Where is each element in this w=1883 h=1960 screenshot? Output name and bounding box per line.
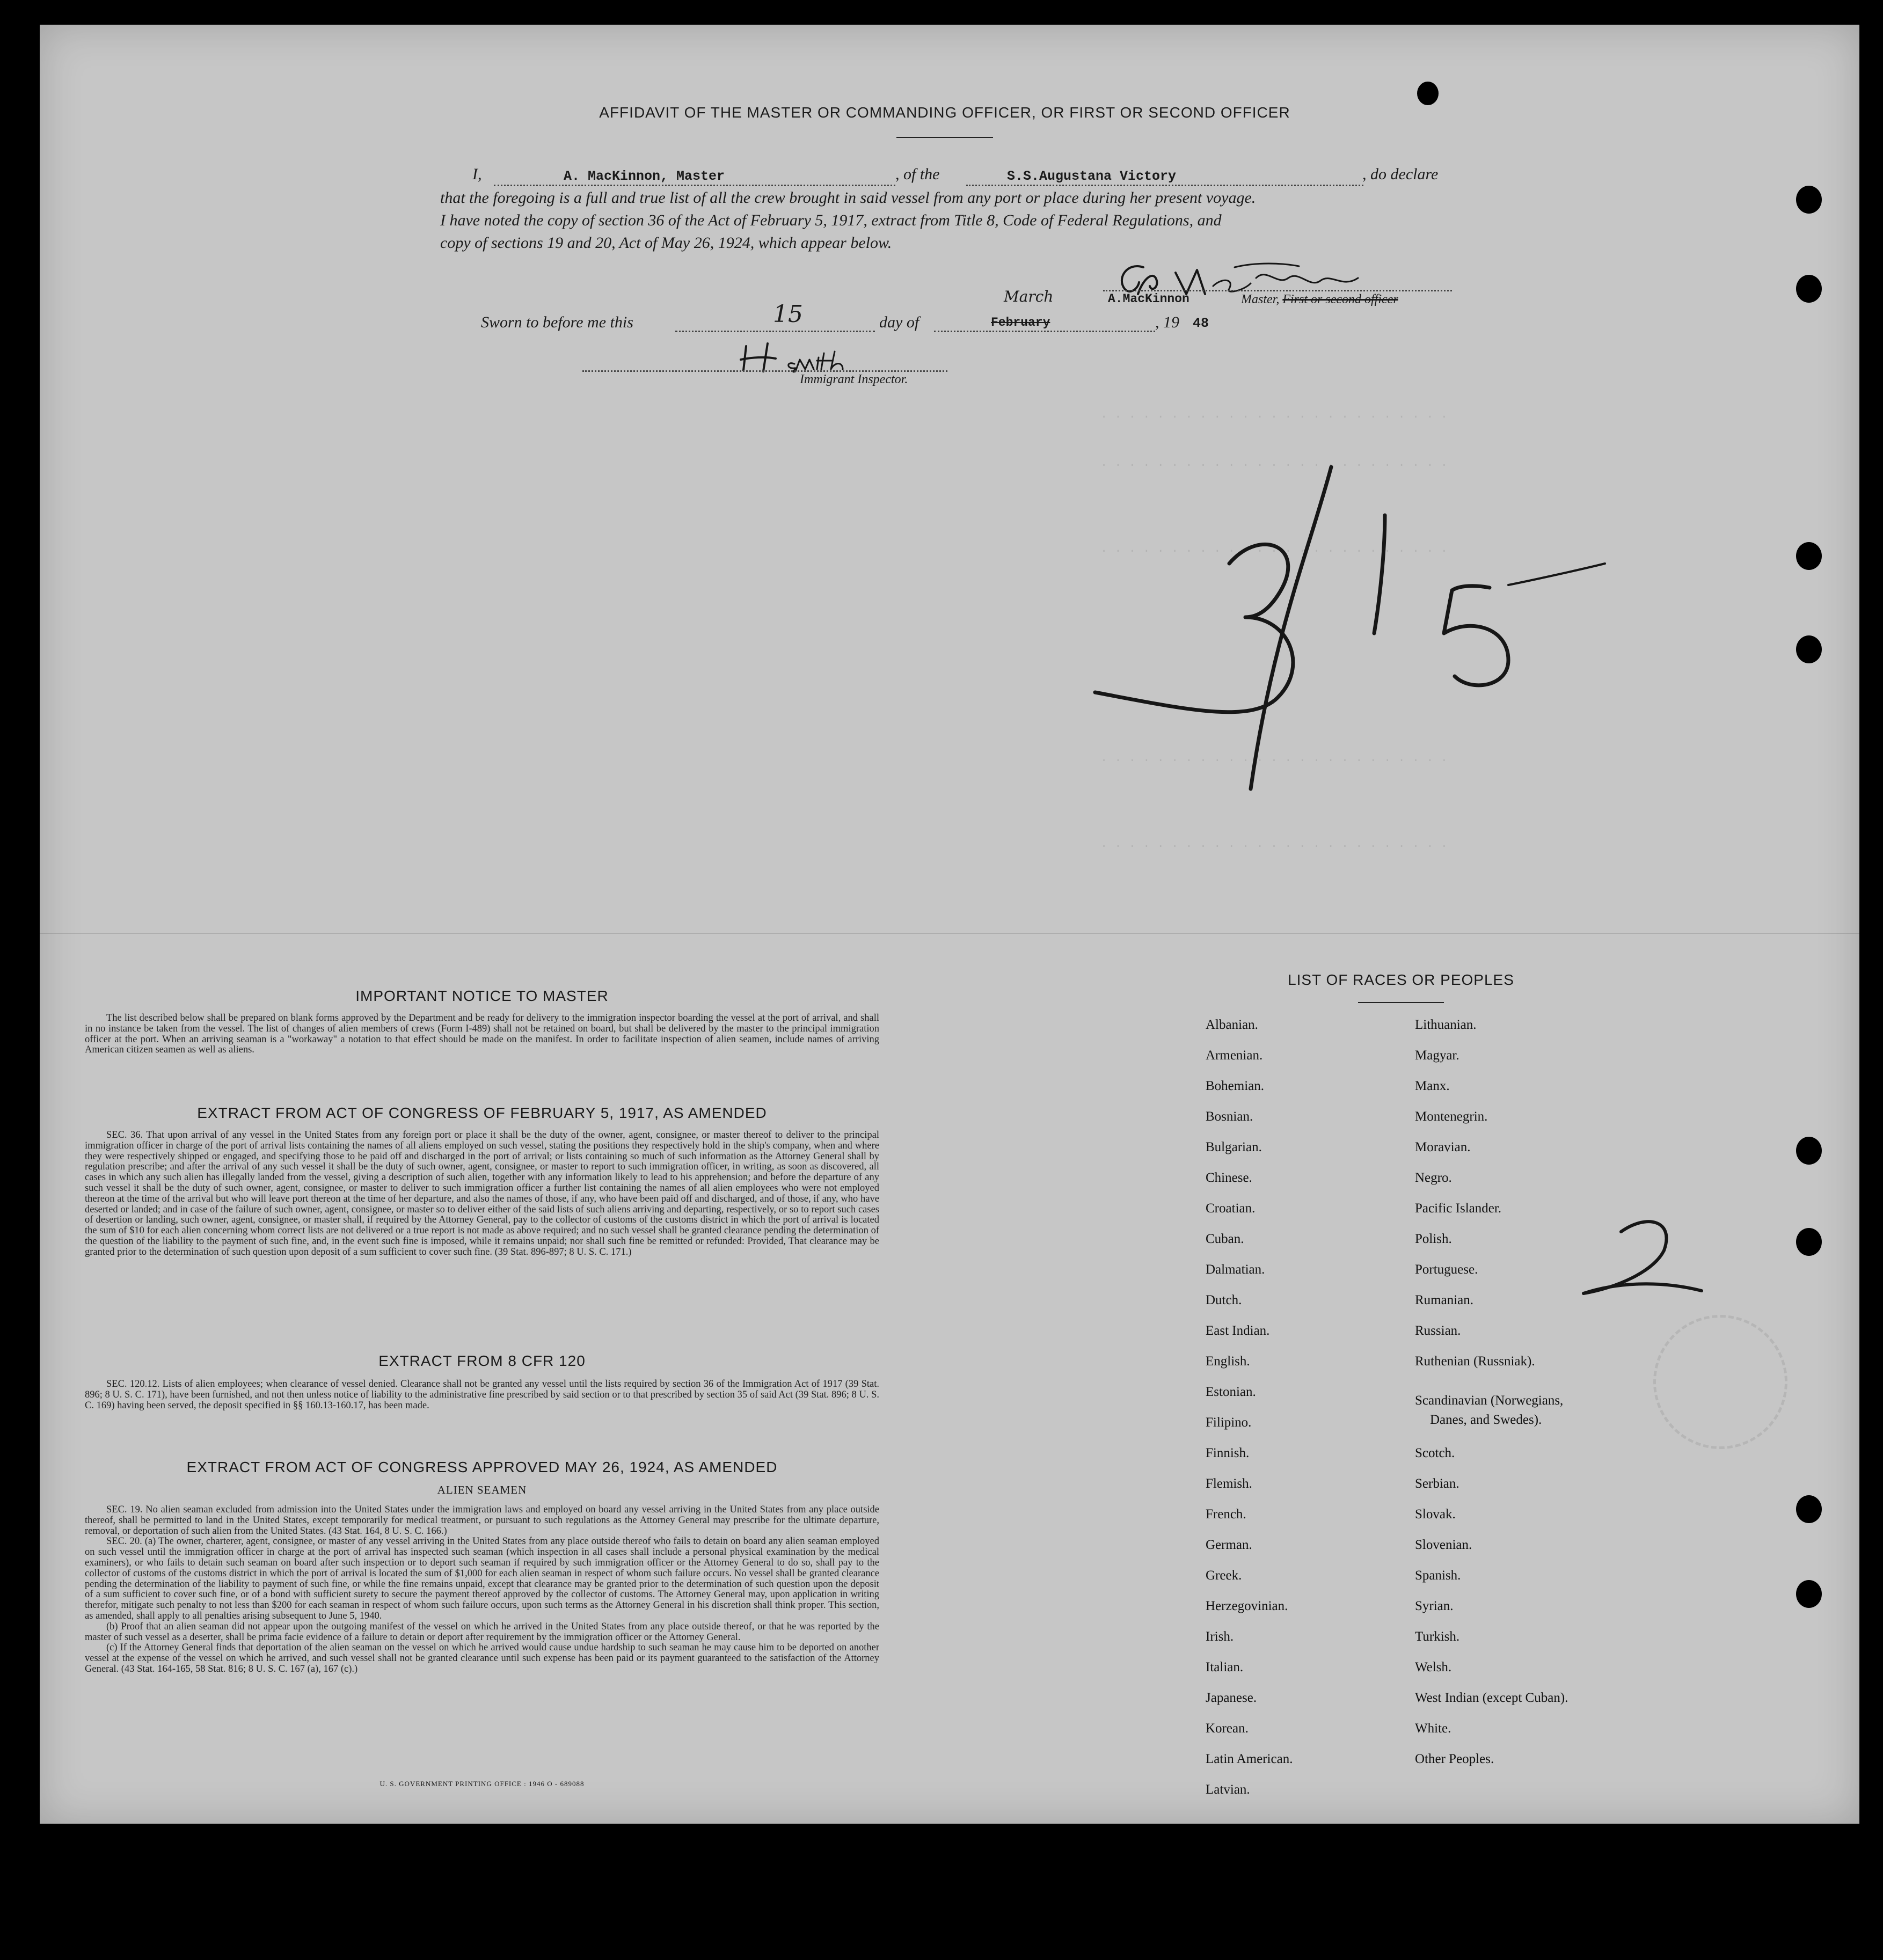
race-item: French.: [1206, 1507, 1246, 1522]
race-item: Syrian.: [1415, 1599, 1454, 1613]
officer-name-line: [494, 185, 895, 186]
race-item: Latvian.: [1206, 1782, 1250, 1797]
handwritten-page-number: [1567, 1208, 1707, 1315]
punch-hole: [1796, 1495, 1822, 1523]
race-item: Danes, and Swedes).: [1430, 1413, 1542, 1427]
sworn-year: 48: [1193, 316, 1209, 331]
race-item: Bulgarian.: [1206, 1140, 1262, 1154]
race-item: East Indian.: [1206, 1323, 1270, 1338]
signature-title: [1241, 292, 1398, 307]
punch-hole: [1796, 1137, 1822, 1165]
punch-hole: [1796, 1228, 1822, 1256]
signature-title-struck: First or second officer: [1282, 292, 1398, 306]
sworn-prefix: Sworn to before me this: [481, 313, 633, 331]
affidavit-body-line-4: copy of sections 19 and 20, Act of May 26, 1924, which appear below.: [440, 234, 892, 252]
race-item: Herzegovinian.: [1206, 1599, 1288, 1613]
race-item: German.: [1206, 1538, 1252, 1552]
race-item: Latin American.: [1206, 1752, 1293, 1766]
extract-1924-subtitle: ALIEN SEAMEN: [437, 1483, 527, 1496]
race-item: Spanish.: [1415, 1568, 1461, 1583]
race-item: Magyar.: [1415, 1048, 1459, 1063]
punch-hole: [1796, 275, 1822, 303]
extract-1917-paragraph: SEC. 36. That upon arrival of any vessel in the United States from any foreign port or place it shall be the duty of the owner, agent, consignee, or master thereof to deliver to the principal immigration officer in charge of the port of arrival lists containing the names of all aliens employed on such vessel, stating the positions they respectively hold in the ship's company, when and where they were respectively shipped or engaged, and specifying those to be paid off and discharged in the port of arrival; or lists containing so much of such information as the Attorney General shall by regulation prescribe; and after the arrival of any such vessel it shall be the duty of such owner, agent, consignee, or master to report to such immigration officer, in writing, as soon as discovered, all cases in which any such alien has illegally landed from the vessel, giving a description of such alien, together with any information likely to lead to his apprehension; and before the departure of any such vessel it shall be the duty of such owner, agent, consignee, or master to deliver to such immigration officer a further list containing the names of all alien employees who were not employed thereon at the time of the arrival but who will leave port thereon at the time of her departure, and also the names of those, if any, who have been paid off and discharged, and of those, if any, who have deserted or landed; and in case of the failure of such owner, agent, consignee, or master so to deliver either of the said lists of such aliens arriving and departing, respectively, or so to report such cases of desertion or landing, such owner, agent, consignee, or master shall, if required by the Attorney General, pay to the collector of customs of the customs district in which the port of arrival is located the sum of $10 for each alien concerning whom correct lists are not delivered or a true report is not made as above required; and no such vessel shall be granted clearance pending the determination of the question of the liability to the payment of such fine, and, in the event such fine is imposed, while it remains unpaid; nor shall such fine be remitted or refunded: Provided, That clearance may be granted prior to the determination of such question upon deposit of a sum sufficient to cover such fine. (39 Stat. 896-897; 8 U. S. C. 171.): [85, 1130, 879, 1257]
race-item: Scandinavian (Norwegians,: [1415, 1393, 1564, 1408]
affidavit-title: AFFIDAVIT OF THE MASTER OR COMMANDING OFFICER, OR FIRST OR SECOND OFFICER: [599, 104, 1290, 121]
printing-office-line: U. S. GOVERNMENT PRINTING OFFICE : 1946 O - 689088: [379, 1780, 585, 1788]
race-item: Cuban.: [1206, 1232, 1244, 1246]
race-item: Manx.: [1415, 1079, 1450, 1093]
race-item: Slovenian.: [1415, 1538, 1472, 1552]
faded-stamp: [1653, 1315, 1787, 1449]
race-item: Moravian.: [1415, 1140, 1471, 1154]
race-item: Welsh.: [1415, 1660, 1452, 1674]
race-item: Estonian.: [1206, 1385, 1256, 1399]
race-item: Lithuanian.: [1415, 1018, 1477, 1032]
master-typed-name: A.MacKinnon: [1108, 292, 1189, 306]
race-item: Chinese.: [1206, 1171, 1252, 1185]
affidavit-line-1-suffix: , do declare: [1362, 165, 1439, 183]
race-item: Greek.: [1206, 1568, 1242, 1583]
punch-hole: [1796, 542, 1822, 570]
notice-text: [85, 1013, 879, 1056]
races-title: LIST OF RACES OR PEOPLES: [1288, 971, 1514, 988]
race-item: White.: [1415, 1721, 1451, 1736]
race-item: Irish.: [1206, 1629, 1234, 1644]
race-item: Rumanian.: [1415, 1293, 1474, 1307]
sworn-day: 15: [773, 301, 803, 328]
officer-name-field: A. MacKinnon, Master: [564, 169, 725, 184]
sworn-year-prefix: , 19: [1155, 313, 1179, 331]
race-item: Finnish.: [1206, 1446, 1250, 1460]
handwritten-date-annotation: [1084, 456, 1616, 800]
sworn-month-handwritten: March: [1004, 288, 1054, 305]
affidavit-body-line-2: that the foregoing is a full and true list of all the crew brought in said vessel from any port or place during her present voyage.: [440, 189, 1256, 207]
punch-hole: [1796, 1580, 1822, 1608]
sworn-day-label: day of: [879, 313, 919, 331]
affidavit-line-1-prefix: I,: [472, 165, 482, 183]
race-item: Armenian.: [1206, 1048, 1263, 1063]
race-item: Flemish.: [1206, 1476, 1252, 1491]
race-item: Ruthenian (Russniak).: [1415, 1354, 1535, 1369]
race-item: Portuguese.: [1415, 1262, 1478, 1277]
affidavit-body-line-3: I have noted the copy of section 36 of the Act of February 5, 1917, extract from Title 8, Code of Federal Regulations, and: [440, 211, 1222, 229]
race-item: Korean.: [1206, 1721, 1249, 1736]
race-item: Turkish.: [1415, 1629, 1460, 1644]
extract-1917-title: EXTRACT FROM ACT OF CONGRESS OF FEBRUARY 5, 1917, AS AMENDED: [197, 1105, 767, 1121]
extract-1924-text: [85, 1505, 879, 1675]
race-item: Slovak.: [1415, 1507, 1456, 1522]
race-item: Japanese.: [1206, 1691, 1257, 1705]
race-item: English.: [1206, 1354, 1250, 1369]
punch-hole: [1796, 186, 1822, 214]
inspector-label: Immigrant Inspector.: [800, 372, 908, 386]
extract-cfr-text: [85, 1379, 879, 1411]
sworn-month-typed: February: [991, 316, 1050, 330]
race-item: Dutch.: [1206, 1293, 1242, 1307]
race-item: Albanian.: [1206, 1018, 1258, 1032]
race-item: Other Peoples.: [1415, 1752, 1494, 1766]
race-item: West Indian (except Cuban).: [1415, 1691, 1568, 1705]
race-item: Russian.: [1415, 1323, 1461, 1338]
race-item: Dalmatian.: [1206, 1262, 1265, 1277]
race-item: Scotch.: [1415, 1446, 1455, 1460]
extract-1924-paragraph: SEC. 19. No alien seaman excluded from admission into the United States under the immigration laws and employed on board any vessel arriving in the United States from any place outside thereof, shall be permitted to land in the United States, except temporarily for medical treatment, or pursuant to such regulations as the Attorney General may prescribe for the ultimate departure, removal, or deportation of such alien from the United States. (43 Stat. 164, 8 U. S. C. 166.): [85, 1504, 879, 1537]
race-item: Polish.: [1415, 1232, 1452, 1246]
inspector-signature-line: [582, 370, 947, 372]
extract-1917-text: [85, 1130, 879, 1258]
affidavit-line-1-mid: , of the: [895, 165, 940, 183]
left-edge-fold: [40, 933, 1859, 934]
extract-cfr-paragraph: SEC. 120.12. Lists of alien employees; when clearance of vessel denied. Clearance shall not be granted any vessel until the lists required by section 36 of the Immigration Act of 1917 (39 Stat. 896; 8 U. S. C. 171), have been furnished, and not then unless notice of liability to the administrative fine prescribed by said section or to that prescribed by section 35 of said Act (39 Stat. 896; 8 U. S. C. 169) having been served, the deposit specified in §§ 160.13-160.17, has been made.: [85, 1379, 879, 1411]
extract-1924-paragraph: (b) Proof that an alien seaman did not appear upon the outgoing manifest of the vessel on which he arrived in the United States from any place outside thereof, or that he was reported by the master of such vessel as a deserter, shall be prima facie evidence of a failure to detain or deport after requirement by the immigration officer or the Attorney General.: [85, 1621, 879, 1643]
signature-title-master: Master,: [1241, 292, 1283, 306]
punch-hole: [1417, 82, 1439, 105]
notice-paragraph: The list described below shall be prepared on blank forms approved by the Department and be ready for delivery to the immigration inspector boarding the vessel at the port of arrival, and shall in no instance be taken from the vessel. The list of changes of alien members of crews (Form I-489) shall not be retained on board, but shall be delivered by the master to the principal immigration officer at the port. When an arriving seaman is a "workaway" a notation to that effect should be made on the manifest. In order to facilitate inspection of alien seamen, include names of arriving American citizen seamen as well as aliens.: [85, 1013, 879, 1056]
race-item: Bosnian.: [1206, 1109, 1253, 1124]
punch-hole: [1796, 635, 1822, 663]
race-item: Montenegrin.: [1415, 1109, 1488, 1124]
vessel-name-field: S.S.Augustana Victory: [1007, 169, 1177, 184]
extract-cfr-title: EXTRACT FROM 8 CFR 120: [378, 1352, 586, 1369]
vessel-name-line: [966, 185, 1363, 186]
extract-1924-title: EXTRACT FROM ACT OF CONGRESS APPROVED MAY 26, 1924, AS AMENDED: [186, 1459, 778, 1475]
race-item: Italian.: [1206, 1660, 1244, 1674]
extract-1924-paragraph: (c) If the Attorney General finds that deportation of the alien seaman on the vessel on which he arrived would cause undue hardship to such seaman he may cause him to be deported on another vessel at the expense of the vessel on which he arrived, and such vessel shall not be granted clearance until such expense has been paid or its payment guaranteed to the satisfaction of the Attorney General. (43 Stat. 164-165, 58 Stat. 816; 8 U. S. C. 167 (a), 167 (c).): [85, 1642, 879, 1674]
sworn-day-line: [675, 331, 875, 332]
extract-1924-paragraph: SEC. 20. (a) The owner, charterer, agent, consignee, or master of any vessel arriving in the United States from any place outside thereof who fails to detain on board any alien seaman employed on such vessel until the immigration officer in charge at the port of arrival has inspected such seaman (which inspection in all cases shall include a personal physical examination by the medical examiners), or who fails to detain such seaman on board after such inspection or to deport such seaman if required by such immigration officer or the Attorney General to do so, shall pay to the collector of customs of the customs district in which the port of arrival is located the sum of $1,000 for each alien seaman in respect of whom such failure occurs. No vessel shall be granted clearance pending the determination of the liability to payment of such fine, or while the fine remains unpaid, except that clearance may be granted prior to the determination of such question upon the deposit of a sum sufficient to cover such fine, or of a bond with sufficient surety to secure the payment thereof approved by the collector of customs. The Attorney General may, upon application in writing therefor, mitigate such penalty to not less than $200 for each seaman in respect of whom such failure occurs, upon such terms as the Attorney General in his discretion shall think proper. This section, as amended, shall apply to all penalties arising subsequent to June 5, 1940.: [85, 1536, 879, 1621]
race-item: Bohemian.: [1206, 1079, 1265, 1093]
race-item: Croatian.: [1206, 1201, 1256, 1216]
race-item: Serbian.: [1415, 1476, 1459, 1491]
sworn-month-line: [934, 331, 1155, 332]
race-item: Pacific Islander.: [1415, 1201, 1502, 1216]
races-title-divider: [1358, 1002, 1444, 1003]
race-item: Negro.: [1415, 1171, 1452, 1185]
signature-line: [1103, 290, 1452, 291]
title-divider: [896, 137, 993, 138]
race-item: Filipino.: [1206, 1415, 1252, 1430]
notice-title: IMPORTANT NOTICE TO MASTER: [355, 988, 609, 1004]
